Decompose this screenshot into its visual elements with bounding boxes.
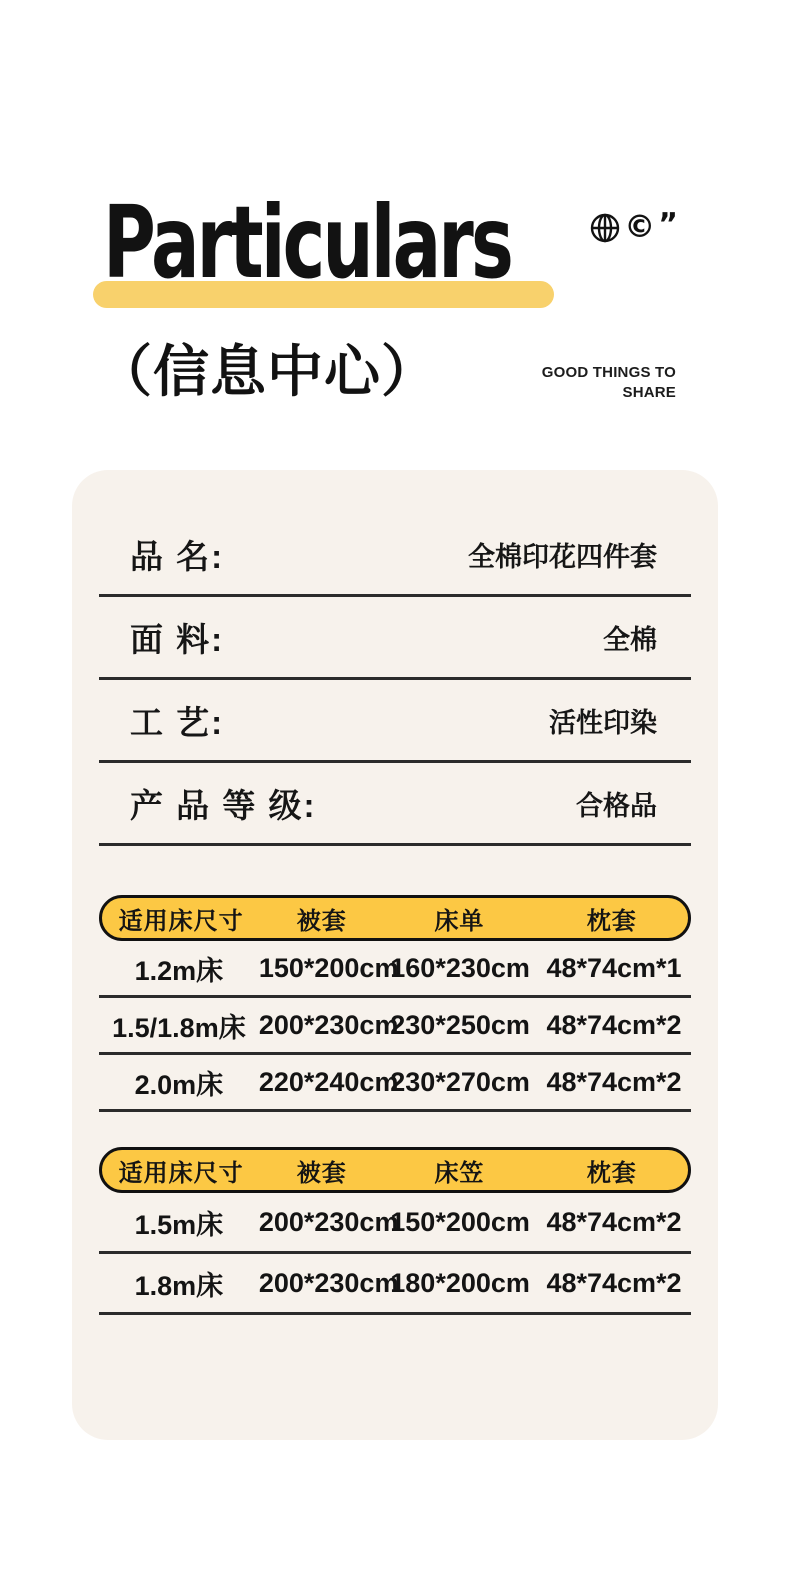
globe-icon <box>589 212 621 244</box>
field-value: 全棉印花四件套 <box>468 541 657 572</box>
field-value: 活性印染 <box>549 707 657 738</box>
table-cell: 48*74cm*2 <box>546 1066 682 1097</box>
table-cell: 1.8m床 <box>134 1270 224 1301</box>
field-value: 合格品 <box>576 790 657 821</box>
header-cell: 被套 <box>296 907 347 935</box>
title-wrap <box>103 184 670 301</box>
table-row <box>99 1254 691 1315</box>
page-subtitle: （信息中心） <box>96 340 438 403</box>
table-cell: 230*250cm <box>390 1009 530 1040</box>
field-label: 面 料: <box>130 620 225 658</box>
copyright-icon: © <box>624 209 656 245</box>
table-cell: 2.0m床 <box>134 1069 224 1100</box>
field-row-craft <box>99 680 691 763</box>
table-row <box>99 1055 691 1112</box>
header-cell: 床笠 <box>434 1159 485 1187</box>
table-cell: 200*230cm <box>258 1009 399 1040</box>
quote-icon: ” <box>658 207 678 242</box>
table-row <box>99 1193 691 1254</box>
tagline-line2: SHARE <box>622 383 676 401</box>
table-cell: 230*270cm <box>390 1066 530 1097</box>
field-label: 品 名: <box>130 537 225 575</box>
table-cell: 160*230cm <box>390 952 530 983</box>
table-cell: 48*74cm*1 <box>546 952 682 983</box>
field-row-product-name <box>99 514 691 597</box>
size-table-fitted-sheet <box>99 1147 691 1315</box>
field-row-fabric <box>99 597 691 680</box>
table-cell: 220*240cm <box>258 1066 399 1097</box>
table-cell: 1.2m床 <box>134 955 224 986</box>
table-cell: 1.5m床 <box>134 1209 224 1240</box>
table-cell: 200*230cm <box>258 1206 399 1237</box>
table-cell: 150*200cm <box>258 952 399 983</box>
product-info-card <box>72 470 718 1440</box>
field-row-grade <box>99 763 691 846</box>
size-table-header <box>99 1147 691 1193</box>
table-cell: 200*230cm <box>258 1267 399 1298</box>
header-cell: 枕套 <box>586 907 637 935</box>
page-title: Particulars <box>103 184 511 301</box>
tagline <box>542 363 676 402</box>
table-cell: 1.5/1.8m床 <box>112 1012 246 1043</box>
table-row <box>99 941 691 998</box>
table-row <box>99 998 691 1055</box>
field-value: 全棉 <box>603 624 657 655</box>
corner-icons <box>589 207 678 245</box>
table-cell: 48*74cm*2 <box>546 1009 682 1040</box>
tagline-line1: GOOD THINGS TO <box>541 364 676 381</box>
field-label: 工 艺: <box>130 703 225 741</box>
header-cell: 被套 <box>296 1159 347 1187</box>
product-fields <box>99 470 691 846</box>
header-cell: 枕套 <box>586 1159 637 1187</box>
table-cell: 150*200cm <box>390 1206 530 1237</box>
size-table-header <box>99 895 691 941</box>
size-table-sheet <box>99 895 691 1112</box>
header-cell: 适用床尺寸 <box>118 907 244 935</box>
header-cell: 床单 <box>434 907 485 935</box>
table-cell: 180*200cm <box>390 1267 530 1298</box>
field-label: 产 品 等 级: <box>130 786 317 824</box>
table-cell: 48*74cm*2 <box>546 1206 682 1237</box>
table-cell: 48*74cm*2 <box>546 1267 682 1298</box>
header-cell: 适用床尺寸 <box>118 1159 244 1187</box>
